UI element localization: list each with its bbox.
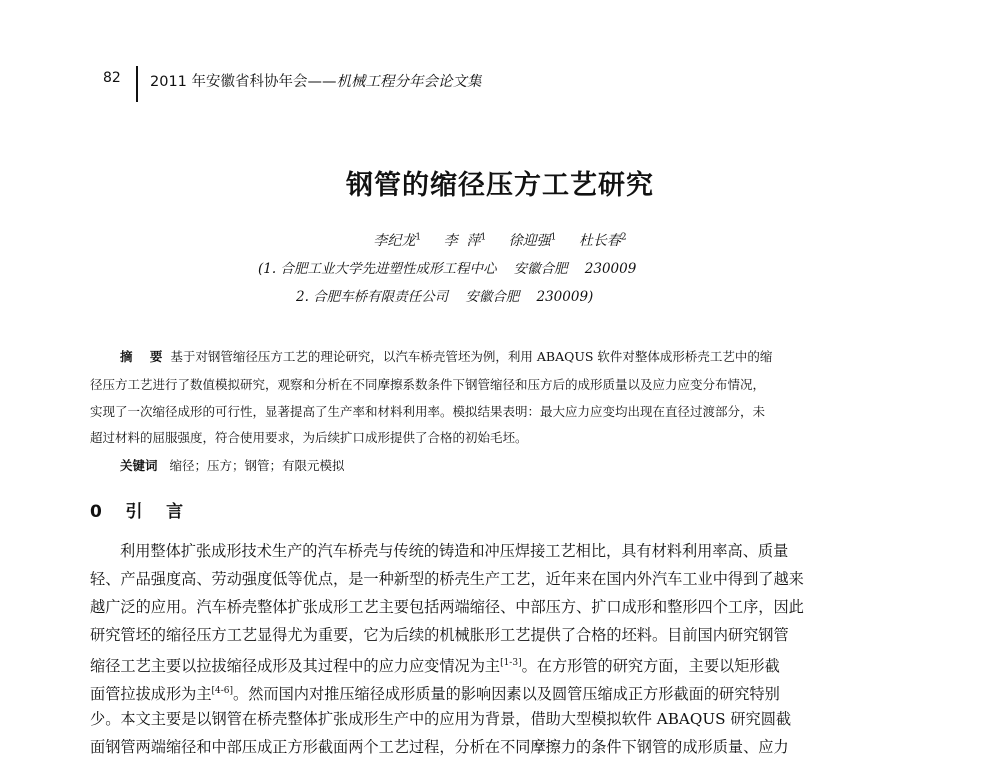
body-text: 。然而国内对推压缩径成形质量的影响因素以及圆管压缩成正方形截面的研究特别 xyxy=(233,685,780,704)
abstract-line-1 xyxy=(120,347,910,367)
citation: [1-3] xyxy=(500,658,522,668)
body-line-3: 越广泛的应用。汽车桥壳整体扩张成形工艺主要包括两端缩径、中部压方、扩口成形和整形四个工序，因此 xyxy=(90,598,804,616)
abstract-line-4: 超过材料的屈服强度，符合使用要求，为后续扩口成形提供了合格的初始毛坯。 xyxy=(90,430,528,445)
author-list xyxy=(0,230,1000,250)
author-3 xyxy=(509,233,557,249)
author-affil-mark: 1 xyxy=(550,232,557,243)
journal-title-main: 2011 年安徽省科协年会—— xyxy=(150,74,337,90)
keywords xyxy=(120,456,910,476)
abstract-text: 基于对钢管缩径压方工艺的理论研究，以汽车桥壳管坯为例，利用 ABAQUS 软件对整体成形桥壳工艺中的缩 xyxy=(170,349,773,364)
body-line-7: 少。本文主要是以钢管在桥壳整体扩张成形生产中的应用为背景，借助大型模拟软件 ABAQUS 研究圆截 xyxy=(90,710,792,728)
journal-title xyxy=(150,70,482,91)
body-text: 面管拉拔成形为主 xyxy=(90,685,212,704)
body-text: 缩径工艺主要以拉拔缩径成形及其过程中的应力应变情况为主 xyxy=(90,657,501,676)
author-name: 徐迎强 xyxy=(508,233,551,249)
author-affil-mark: 2 xyxy=(620,232,627,243)
author-name: 杜长春 xyxy=(578,233,621,249)
author-name: 李 萍 xyxy=(443,233,481,249)
author-name: 李纪龙 xyxy=(373,233,416,249)
abstract-line-2: 径压方工艺进行了数值模拟研究，观察和分析在不同摩擦系数条件下钢管缩径和压方后的成形质量以及应力应变分布情况， xyxy=(90,377,766,392)
abstract-label: 摘 要 xyxy=(120,349,163,364)
body-text: 。在方形管的研究方面，主要以矩形截 xyxy=(521,657,780,676)
body-line-8: 面钢管两端缩径和中部压成正方形截面两个工艺过程，分析在不同摩擦力的条件下钢管的成形质量、应力 xyxy=(90,738,789,756)
affiliation-2: 2. 合肥车桥有限责任公司 安徽合肥 230009) xyxy=(296,289,594,305)
keywords-label: 关键词 xyxy=(120,458,158,473)
journal-title-sub: 机械工程分年会论文集 xyxy=(336,74,482,90)
author-affil-mark: 1 xyxy=(415,232,422,243)
section-heading: 0 引 言 xyxy=(90,502,184,522)
abstract-line-3: 实现了一次缩径成形的可行性，显著提高了生产率和材料利用率。模拟结果表明：最大应力应变均出现在直径过渡部分，未 xyxy=(90,404,766,419)
header-divider xyxy=(136,66,138,102)
body-line-4: 研究管坯的缩径压方工艺显得尤为重要，它为后续的机械胀形工艺提供了合格的坯料。目前国内研究钢管 xyxy=(90,626,789,644)
author-affil-mark: 1 xyxy=(480,232,487,243)
author-1 xyxy=(373,233,421,249)
citation: [4-6] xyxy=(211,686,234,696)
author-4 xyxy=(579,233,627,249)
page-number: 82 xyxy=(103,70,121,86)
body-line-1: 利用整体扩张成形技术生产的汽车桥壳与传统的铸造和冲压焊接工艺相比，具有材料利用率高、质量 xyxy=(120,542,789,560)
body-line-2: 轻、产品强度高、劳动强度低等优点，是一种新型的桥壳生产工艺，近年来在国内外汽车工业中得到了越来 xyxy=(90,570,804,588)
body-line-6 xyxy=(90,680,910,705)
paper-title: 钢管的缩径压方工艺研究 xyxy=(346,170,654,201)
affiliation-1: (1. 合肥工业大学先进塑性成形工程中心 安徽合肥 230009 xyxy=(258,261,637,277)
keywords-text: 缩径；压方；钢管；有限元模拟 xyxy=(169,458,345,473)
body-line-5 xyxy=(90,652,910,677)
author-2 xyxy=(444,233,487,249)
